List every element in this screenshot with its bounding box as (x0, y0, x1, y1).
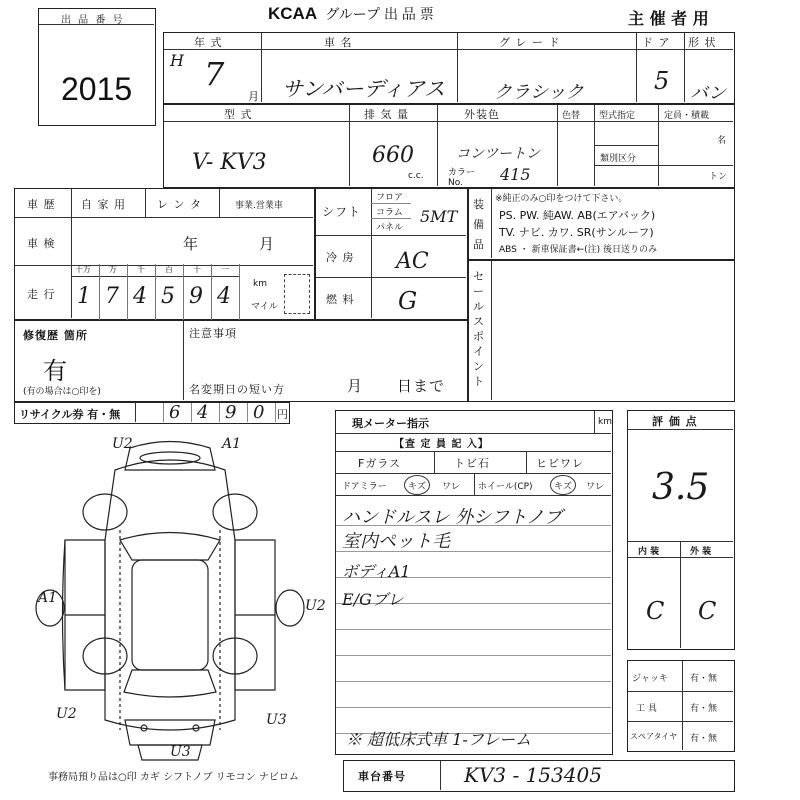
tools-label: 工 具 (636, 704, 657, 714)
wheel-circle (550, 475, 576, 495)
recycle-digit: 6 (169, 402, 181, 423)
color-label: 外装色 (464, 108, 500, 121)
recycle-digit: 9 (225, 402, 237, 423)
organizer-label: 主 催 者 用 (628, 9, 709, 28)
damage-mark: A1 (222, 436, 242, 452)
caution-label: 注意事項 (189, 327, 237, 340)
logo-text: KCAA (268, 4, 317, 23)
equipment-note: ※純正のみ○印をつけて下さい。 (495, 194, 628, 204)
ac-value: AC (396, 249, 429, 274)
ac-label: 冷 房 (326, 251, 355, 264)
digit-header: 百 (165, 265, 173, 274)
color-change-label: 色替 (562, 111, 581, 121)
model-label: 型 式 (224, 108, 253, 121)
damage-mark: U2 (112, 436, 133, 452)
business-use: 事業.営業車 (235, 201, 283, 211)
jack-label: ジャッキ (632, 674, 668, 684)
door-count: 5 (654, 67, 670, 95)
tons-unit: トン (709, 172, 728, 182)
shaken-month-unit: 月 (259, 235, 276, 253)
private-use: 自 家 用 (81, 198, 126, 211)
inspection-section (335, 410, 613, 755)
mile-unit: マイル (251, 302, 278, 312)
shape-label: 形 状 (688, 36, 717, 49)
inspection-header: 【査 定 員 記 入】 (394, 439, 489, 450)
damage-mark: A1 (38, 590, 58, 606)
glass-label: Fガラス (358, 457, 401, 470)
era-value: H (170, 51, 184, 70)
shaken-label: 車 検 (27, 237, 56, 250)
digit-header: 十万 (75, 265, 91, 274)
grade-label: グ レ ー ド (499, 36, 561, 49)
fuel-value: G (398, 287, 418, 315)
digit-header: 万 (109, 265, 117, 274)
repair-note: (有の場合は○印を) (23, 387, 101, 397)
score-section (627, 410, 735, 650)
shaken-year-unit: 年 (183, 235, 200, 253)
chassis-value: KV3 - 153405 (464, 763, 602, 787)
meter-km: km (598, 417, 612, 427)
exterior-label: 外 装 (690, 547, 712, 557)
repair-value: 有 (43, 357, 67, 385)
vehicle-row2 (163, 104, 735, 188)
repair-label: 修復歴 箇所 (23, 329, 88, 342)
digit-header: 千 (137, 265, 145, 274)
damage-mark: U2 (305, 598, 326, 614)
office-note: 事務局預り品は○印 カギ シフトノブ リモコン ナビロム (48, 772, 299, 783)
persons-unit: 名 (717, 136, 727, 146)
spare-yesno: 有・無 (690, 734, 718, 744)
vehicle-row1 (163, 32, 735, 104)
chassis-label: 車台番号 (358, 770, 406, 783)
inspection-note: ハンドルスレ 外シフトノブ (342, 507, 563, 528)
color-code: 415 (500, 165, 531, 184)
mileage-digit: 1 (77, 284, 91, 309)
recycle-digit: 0 (253, 402, 265, 423)
equipment-label: 装 備 品 (473, 198, 484, 251)
mileage-digits (71, 264, 239, 320)
inspection-note: ボディA1 (342, 562, 411, 581)
inspection-note: 室内ペット毛 (342, 531, 450, 552)
recycle-yen: 円 (277, 408, 289, 421)
lot-number-box (38, 8, 156, 126)
recycle-section (14, 402, 290, 424)
displacement-value: 660 (372, 143, 414, 168)
car-name: サンバーディアス (282, 77, 445, 101)
spare-label: スペアタイヤ (630, 732, 678, 741)
score-value: 3.5 (652, 467, 710, 508)
damage-mark: U3 (170, 744, 191, 760)
mileage-label: 走 行 (27, 288, 56, 301)
rename-label: 名変期日の短い方 (189, 383, 285, 396)
mirror-label: ドアミラー (342, 482, 387, 492)
shape-value: バン (690, 83, 726, 104)
mileage-digit: 5 (161, 284, 175, 309)
damage-mark: U3 (266, 712, 287, 728)
chassis-section (343, 760, 735, 792)
km-unit: km (253, 279, 267, 289)
inspection-footer-note: ※ 超低床式車 1-フレーム (346, 730, 532, 749)
group-title: グループ 出 品 票 (325, 6, 434, 22)
equipment-section (468, 188, 735, 260)
repair-section (14, 320, 468, 402)
history-label: 車 歴 (27, 198, 56, 211)
mileage-digit: 4 (133, 284, 147, 309)
shift-value: 5MT (420, 207, 458, 226)
mileage-digit: 7 (105, 284, 119, 309)
type-designation-label: 型式指定 (599, 111, 636, 121)
tools-yesno: 有・無 (690, 704, 718, 714)
recycle-digit: 4 (197, 402, 209, 423)
digit-header: 一 (221, 265, 229, 274)
shift-section (315, 188, 468, 320)
shift-floor: フロア (376, 193, 404, 203)
lot-number: 2015 (61, 71, 133, 107)
wheel-label: ホイール(CP) (478, 482, 533, 492)
equipment-line3: ABS ・ 新車保証書←(注) 後日送りのみ (499, 245, 658, 255)
shift-column: コラム (376, 208, 403, 218)
sale-point-label: セ ー ル ス ポ イ ン ト (473, 270, 484, 388)
rename-month: 月 (347, 377, 364, 395)
interior-label: 内 装 (638, 547, 660, 557)
equipment-line2: TV. ナビ. カワ. SR(サンルーフ) (499, 226, 654, 239)
glass-crack: ヒビワレ (536, 457, 584, 470)
mileage-mile-box (284, 274, 310, 314)
meter-label: 現メーター指示 (352, 417, 429, 430)
equipment-line1: PS. PW. 純AW. AB(エアバック) (499, 209, 656, 222)
cc-unit: c.c. (408, 171, 424, 181)
digit-header: 十 (193, 265, 201, 274)
inspection-note: E/Gブレ (342, 590, 404, 609)
year-value: 7 (204, 55, 225, 93)
tools-section (627, 660, 735, 752)
wheel-scratch: キズ (554, 482, 572, 492)
class-label: 類別区分 (600, 154, 637, 164)
score-label: 評 価 点 (652, 415, 698, 428)
year-label: 年 式 (194, 36, 223, 49)
rental-use: レ ン タ (157, 198, 202, 211)
mileage-digit: 9 (189, 284, 203, 309)
capacity-label: 定員・積載 (664, 111, 710, 121)
damage-mark: U2 (56, 706, 77, 722)
lot-number-label: 出 品 番 号 (61, 15, 125, 26)
shift-panel: パネル (376, 223, 404, 233)
door-label: ド ア (642, 36, 671, 49)
logo (268, 4, 434, 24)
recycle-label: リサイクル券 有・無 (19, 408, 121, 421)
model-value: V- KV3 (192, 150, 267, 175)
interior-score: C (646, 597, 665, 625)
rename-day: 日まで (397, 377, 446, 395)
name-label: 車 名 (324, 36, 353, 49)
mileage-digit: 4 (217, 284, 231, 309)
sale-point-section (468, 260, 735, 402)
glass-stone: トビ石 (454, 457, 490, 470)
color-code-label: カラー No. (448, 168, 476, 188)
shift-label: シフト (322, 205, 362, 219)
displacement-label: 排 気 量 (364, 108, 409, 121)
jack-yesno: 有・無 (690, 674, 718, 684)
fuel-label: 燃 料 (326, 293, 355, 306)
grade-value: クラシック (494, 82, 584, 103)
month-unit: 月 (248, 90, 260, 103)
exterior-score: C (698, 597, 717, 625)
color-value: コンツートン (456, 146, 540, 162)
mirror-scratch: キズ (408, 482, 426, 492)
mirror-circle (404, 475, 430, 495)
wheel-crack: ワレ (586, 482, 605, 492)
mirror-crack: ワレ (442, 482, 461, 492)
